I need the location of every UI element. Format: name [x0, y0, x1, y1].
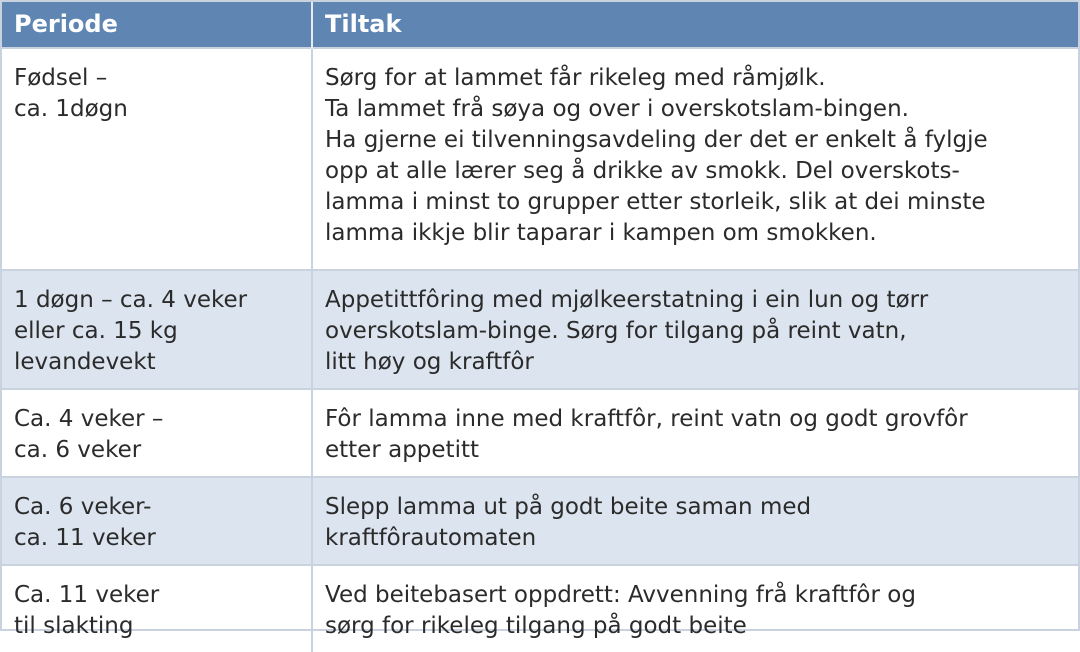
header-tiltak: Tiltak [325, 10, 402, 38]
periode-line: ca. 6 veker [14, 437, 142, 463]
header-periode: Periode [2, 2, 312, 48]
table-header-row [2, 2, 1078, 48]
tiltak-line: Sørg for at lammet får rikeleg med råmjølk. [325, 65, 826, 91]
tiltak-line: litt høy og kraftfôr [325, 349, 534, 375]
tiltak-line: Ha gjerne ei tilvenningsavdeling der det er enkelt å fylgje [325, 127, 988, 153]
tiltak-line: etter appetitt [325, 437, 479, 463]
tiltak-cell [312, 477, 1078, 565]
tiltak-line: Appetittfôring med mjølkeerstatning i ein lun og tørr [325, 287, 929, 313]
tiltak-line: Ved beitebasert oppdrett: Avvenning frå kraftfôr og [325, 582, 916, 608]
tiltak-cell [312, 270, 1078, 389]
periode-cell [2, 389, 312, 477]
periode-line: levandevekt [14, 349, 156, 375]
periode-line: 1 døgn – ca. 4 veker [14, 287, 248, 313]
periode-line: til slakting [14, 613, 134, 639]
tiltak-line: Ta lammet frå søya og over i overskotslam-bingen. [325, 96, 909, 122]
periode-line: eller ca. 15 kg [14, 318, 178, 344]
periode-line: Ca. 4 veker – [14, 406, 164, 432]
tiltak-line: lamma i minst to grupper etter storleik, slik at dei minste [325, 189, 986, 215]
periode-cell [2, 477, 312, 565]
tiltak-line: opp at alle lærer seg å drikke av smokk. Del overskots- [325, 158, 960, 184]
table-row [2, 389, 1078, 477]
periode-line: ca. 11 veker [14, 525, 156, 551]
table-row [2, 270, 1078, 389]
tiltak-cell [312, 389, 1078, 477]
periode-line: Ca. 11 veker [14, 582, 160, 608]
tiltak-line: Slepp lamma ut på godt beite saman med [325, 494, 812, 520]
table-row [2, 477, 1078, 565]
table-row [2, 48, 1078, 270]
periode-line: Fødsel – [14, 65, 108, 91]
tiltak-line: Fôr lamma inne med kraftfôr, reint vatn og godt grovfôr [325, 406, 968, 432]
periode-line: ca. 1døgn [14, 96, 128, 122]
tiltak-cell [312, 565, 1078, 652]
feeding-table [2, 2, 1078, 652]
periode-cell [2, 270, 312, 389]
tiltak-line: sørg for rikeleg tilgang på godt beite [325, 613, 747, 639]
tiltak-cell [312, 48, 1078, 270]
tiltak-line: lamma ikkje blir taparar i kampen om smokken. [325, 220, 877, 246]
tiltak-line: overskotslam-binge. Sørg for tilgang på reint vatn, [325, 318, 907, 344]
table-row [2, 565, 1078, 652]
periode-cell [2, 48, 312, 270]
periode-line: Ca. 6 veker- [14, 494, 152, 520]
tiltak-line: kraftfôrautomaten [325, 525, 537, 551]
periode-cell [2, 565, 312, 652]
